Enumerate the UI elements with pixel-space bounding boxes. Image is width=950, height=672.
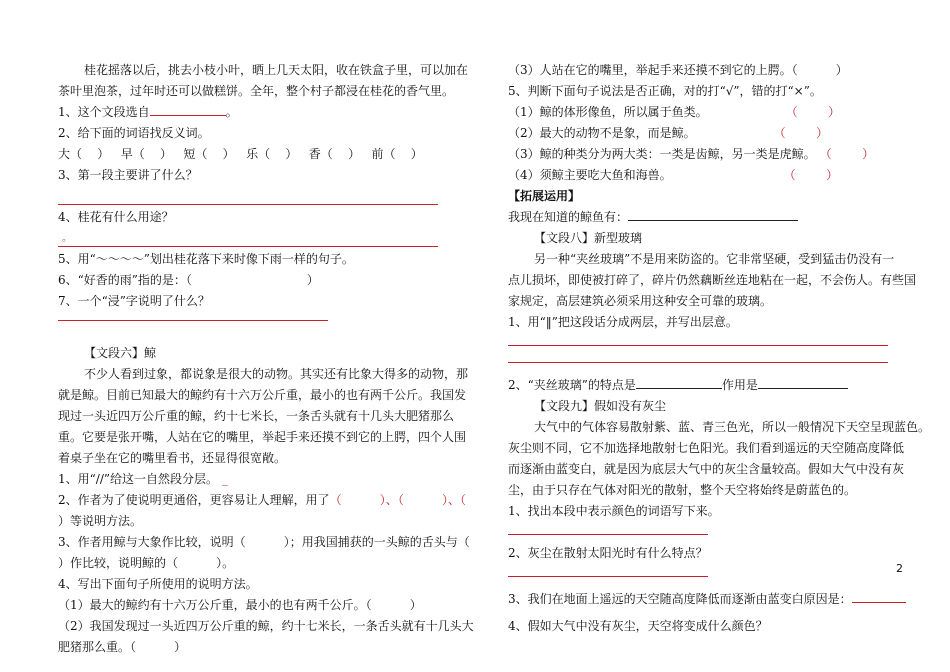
page-number: 2 [896, 562, 903, 575]
whale-question-2: 2、作者为了使说明更通俗，更容易让人理解，用了（ ）、（ ）、（ [58, 493, 466, 507]
answer-blank[interactable] [636, 376, 722, 389]
answer-line[interactable] [58, 186, 458, 207]
answer-line[interactable]: 。 [58, 228, 458, 249]
whale-question-4-3: （3）人站在它的嘴里，举起手来还摸不到它的上腭。（ ） [508, 63, 848, 77]
left-column [58, 60, 474, 658]
answer-paren[interactable]: （ ） [791, 105, 841, 119]
antonym-words: 大（ ） 早（ ） 短（ ） 乐（ ） 香（ ） 前（ ） [58, 147, 423, 161]
judge-item-1: （1）鲸的体形像鱼，所以属于鱼类。 （ ） [508, 105, 841, 119]
question-2: 2、给下面的词语找反义词。 [58, 126, 210, 140]
answer-paren[interactable]: （ ） [329, 493, 386, 507]
passage-paragraph-line: 不少人看到过象，都说象是很大的动物。其实还有比象大得多的动物，那 [84, 367, 469, 381]
whale-question-4: 4、写出下面句子所使用的说明方法。 [58, 577, 258, 591]
passage-paragraph-line: 现过一头近四万公斤重的鲸，约十七米长，一条舌头就有十几头大肥猪那么 [58, 409, 455, 423]
passage-paragraph-line: 尘，由于只存在气体对阳光的散射，整个天空将始终是蔚蓝色的。 [508, 483, 857, 497]
answer-line[interactable] [508, 354, 903, 375]
dust-question-1: 1、找出本段中表示颜色的词语写下来。 [508, 504, 720, 518]
dust-question-2: 2、灰尘在散射太阳光时有什么特点？ [508, 546, 708, 560]
passage-paragraph-line: 点儿损坏，即使被打碎了，碎片仍然藕断丝连地粘在一起，不会伤人。有些国 [508, 273, 917, 287]
whale-question-4-2-cont: 肥猪那么重。（ ） [58, 640, 187, 654]
section-title-8: 【文段八】新型玻璃 [534, 231, 643, 245]
answer-paren[interactable]: （ [459, 493, 466, 507]
extension-question: 我现在知道的鲸鱼有： [508, 207, 903, 228]
judge-item-2: （2）最大的动物不是象，而是鲸。 （ ） [508, 126, 829, 140]
whale-question-3: 3、作者用鲸与大象作比较，说明（ ）；用我国捕获的一头鲸的舌头与（ [58, 535, 470, 549]
answer-blank[interactable] [628, 208, 798, 221]
dust-question-3: 3、我们在地面上遥远的天空随高度降低而逐渐由蓝变白原因是： [508, 589, 903, 610]
passage-paragraph-line: 重。它要是张开嘴，人站在它的嘴里，举起手来还摸不到它的上腭，四个人围 [58, 430, 467, 444]
answer-paren[interactable]: （ ） [825, 147, 875, 161]
question-1: 1、这个文段选自 。 [58, 105, 238, 119]
whale-question-4-1: （1）最大的鲸约有十六万公斤重，最小的也有两千公斤。（ ） [58, 598, 422, 612]
judge-item-3: （3）鲸的种类分为两大类：一类是齿鲸，另一类是虎鲸。 （ ） [508, 147, 875, 161]
answer-blank[interactable] [758, 376, 848, 389]
judge-item-4: （4）须鲸主要吃大鱼和海兽。 （ ） [508, 168, 839, 182]
glass-question-1: 1、用“‖”把这段话分成两层，并写出层意。 [508, 315, 738, 329]
section-title-9: 【文段九】假如没有灰尘 [534, 399, 667, 413]
question-5: 5、用“～～～～”划出桂花落下来时像下雨一样的句子。 [58, 252, 354, 266]
passage-paragraph-line: 就是鲸。目前已知最大的鲸约有十六万公斤重，最小的也有两千公斤。我国发 [58, 388, 467, 402]
passage-paragraph-line: 灰尘则不同，它不加选择地散射七色阳光。我们看到遥远的天空随高度降低 [508, 441, 905, 455]
question-6: 6、“好香的雨”指的是：（ ） [58, 273, 319, 287]
glass-question-2: 2、“夹丝玻璃”的特点是 作用是 [508, 375, 903, 396]
answer-line[interactable] [508, 333, 903, 354]
answer-line[interactable] [508, 564, 903, 585]
answer-blank[interactable] [852, 590, 906, 603]
passage-paragraph-line: 着桌子坐在它的嘴里看书，还显得很宽敞。 [58, 451, 287, 465]
whale-question-1: 1、用“//”给这一自然段分层。 _ [58, 472, 228, 486]
answer-paren[interactable]: （ ） [789, 168, 839, 182]
answer-paren[interactable]: （ ） [779, 126, 829, 140]
dust-question-4: 4、假如大气中没有灰尘，天空将变成什么颜色？ [508, 619, 768, 633]
whale-question-3-cont: ）作比较，说明鲸的（ ）。 [58, 556, 235, 570]
whale-question-4-2: （2）我国发现过一头近四万公斤重的鲸，约十七米长，一条舌头就有十几头大 [58, 619, 474, 633]
passage-paragraph-line: 而逐渐由蓝变白，就是因为底层大气中的灰尘含量较高。假如大气中没有灰 [508, 462, 905, 476]
right-column [508, 60, 931, 637]
answer-paren[interactable]: （ ） [397, 493, 448, 507]
passage-paragraph-line: 桂花摇落以后，挑去小枝小叶，晒上几天太阳，收在铁盒子里，可以加在 [84, 63, 469, 77]
judge-question-5: 5、判断下面句子说法是否正确，对的打“√”，错的打“×”。 [508, 84, 822, 98]
question-4: 4、桂花有什么用途？ [58, 210, 174, 224]
passage-paragraph-line: 大气中的气体容易散射紫、蓝、青三色光，所以一般情况下天空呈现蓝色。 [534, 420, 931, 434]
section-title-6: 【文段六】鲸 [84, 346, 157, 360]
answer-line[interactable] [508, 522, 903, 543]
section-title-extension: 【拓展运用】 [508, 189, 581, 203]
passage-paragraph-line: 茶叶里泡茶，过年时还可以做糕饼。全年，整个村子都浸在桂花的香气里。 [58, 84, 455, 98]
answer-blank[interactable] [150, 103, 226, 116]
whale-question-2-cont: ）等说明方法。 [58, 514, 143, 528]
question-3: 3、第一段主要讲了什么？ [58, 168, 198, 182]
answer-line[interactable] [58, 312, 458, 333]
passage-paragraph-line: 另一种“夹丝玻璃”不是用来防盗的。它非常坚硬，受到猛击仍没有一 [534, 252, 895, 266]
question-7: 7、一个“浸”字说明了什么？ [58, 294, 210, 308]
passage-paragraph-line: 家规定，高层建筑必须采用这种安全可靠的玻璃。 [508, 294, 773, 308]
